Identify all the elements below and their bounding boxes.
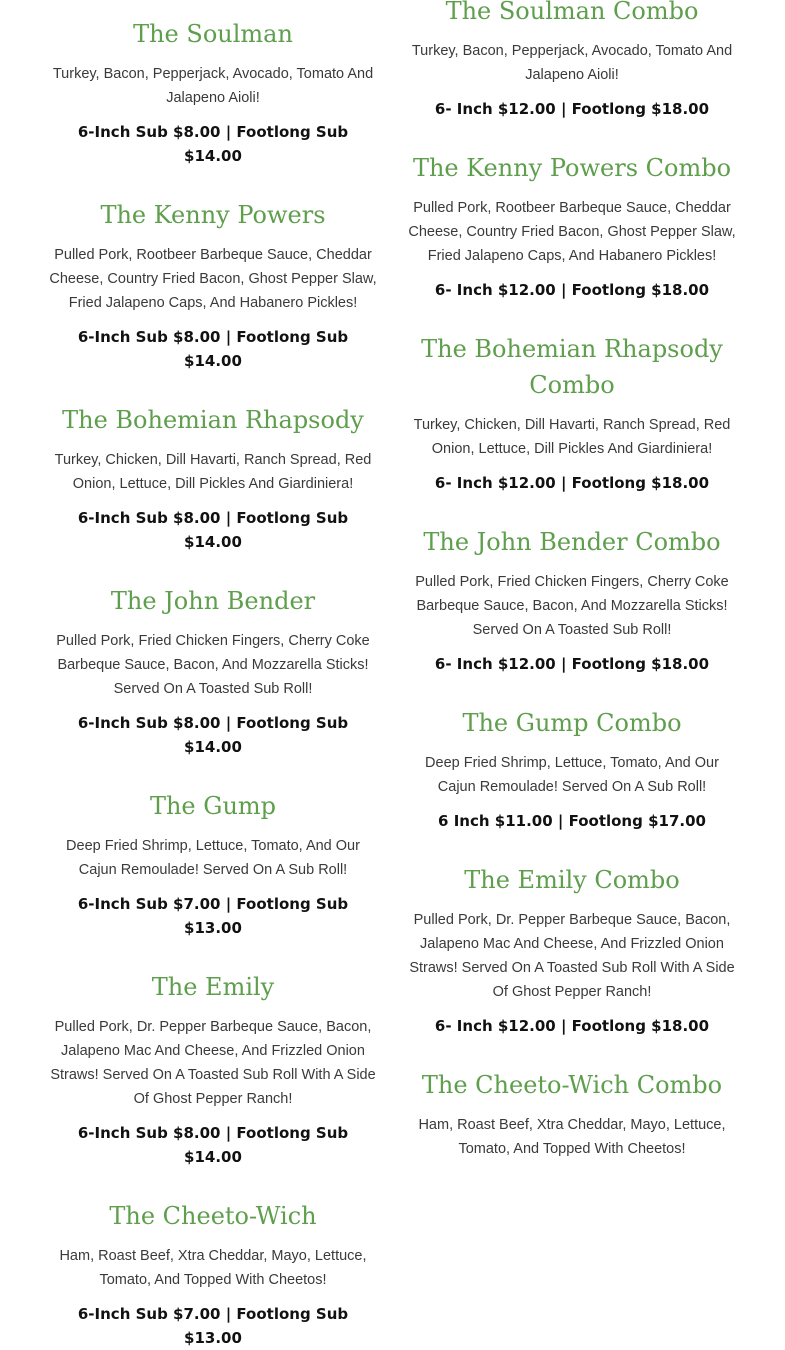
item-name: The John Bender Combo — [423, 528, 721, 556]
item-name: The Kenny Powers — [100, 201, 326, 229]
item-price: 6-Inch Sub $8.00 | Footlong Sub $14.00 — [77, 714, 349, 756]
item-name: The Kenny Powers Combo — [412, 154, 732, 182]
item-description: Turkey, Chicken, Dill Havarti, Ranch Spread, Red Onion, Lettuce, Dill Pickles And Giardiniera! — [413, 417, 731, 457]
item-name: The Soulman — [133, 20, 293, 48]
menu-item-emily-combo — [407, 862, 737, 1038]
menu-item-bohemian-rhapsody — [48, 402, 378, 554]
item-description: Pulled Pork, Fried Chicken Fingers, Cherry Coke Barbeque Sauce, Bacon, And Mozzarella Sticks! Served On A Toasted Sub Roll! — [415, 574, 729, 638]
item-name: The Gump Combo — [462, 709, 682, 737]
menu-item-kenny-powers — [48, 197, 378, 373]
item-description: Turkey, Bacon, Pepperjack, Avocado, Tomato And Jalapeno Aioli! — [411, 43, 733, 83]
item-description: Ham, Roast Beef, Xtra Cheddar, Mayo, Lettuce, Tomato, And Topped With Cheetos! — [59, 1248, 367, 1288]
menu-item-kenny-powers-combo — [407, 150, 737, 302]
item-price: 6- Inch $12.00 | Footlong $18.00 — [434, 281, 710, 299]
item-price: 6- Inch $12.00 | Footlong $18.00 — [434, 1017, 710, 1035]
item-price: 6-Inch Sub $8.00 | Footlong Sub $14.00 — [77, 1124, 349, 1166]
item-name: The John Bender — [110, 587, 316, 615]
item-price: 6- Inch $12.00 | Footlong $18.00 — [434, 655, 710, 673]
item-name: The Soulman Combo — [445, 0, 699, 25]
item-description: Deep Fried Shrimp, Lettuce, Tomato, And Our Cajun Remoulade! Served On A Sub Roll! — [66, 838, 360, 878]
item-price: 6 Inch $11.00 | Footlong $17.00 — [438, 812, 706, 830]
menu-item-soulman — [48, 16, 378, 168]
item-price: 6-Inch Sub $8.00 | Footlong Sub $14.00 — [77, 509, 349, 551]
item-description: Ham, Roast Beef, Xtra Cheddar, Mayo, Lettuce, Tomato, And Topped With Cheetos! — [418, 1117, 726, 1157]
item-price: 6- Inch $12.00 | Footlong $18.00 — [434, 474, 710, 492]
menu-item-cheeto-wich — [48, 1198, 378, 1350]
item-description: Pulled Pork, Dr. Pepper Barbeque Sauce, Bacon, Jalapeno Mac And Cheese, And Frizzled Onion Straws! Served On A Toasted Sub Roll With A Side Of Ghost Pepper Ranch! — [409, 912, 735, 1000]
item-price: 6-Inch Sub $8.00 | Footlong Sub $14.00 — [77, 328, 349, 370]
item-name: The Cheeto-Wich Combo — [421, 1071, 723, 1099]
menu-item-cheeto-wich-combo — [407, 1067, 737, 1161]
item-description: Pulled Pork, Dr. Pepper Barbeque Sauce, Bacon, Jalapeno Mac And Cheese, And Frizzled Onion Straws! Served On A Toasted Sub Roll With A Side Of Ghost Pepper Ranch! — [50, 1019, 376, 1107]
item-name: The Emily Combo — [464, 866, 680, 894]
item-price: 6-Inch Sub $8.00 | Footlong Sub $14.00 — [77, 123, 349, 165]
item-name: The Emily — [151, 973, 275, 1001]
menu-item-john-bender-combo — [407, 524, 737, 676]
item-name: The Gump — [149, 792, 277, 820]
menu-column-subs — [48, 16, 378, 1350]
item-description: Turkey, Bacon, Pepperjack, Avocado, Tomato And Jalapeno Aioli! — [52, 66, 374, 106]
item-description: Pulled Pork, Rootbeer Barbeque Sauce, Cheddar Cheese, Country Fried Bacon, Ghost Pepper Slaw, Fried Jalapeno Caps, And Habanero Pickles! — [408, 200, 736, 264]
item-description: Pulled Pork, Rootbeer Barbeque Sauce, Cheddar Cheese, Country Fried Bacon, Ghost Pepper Slaw, Fried Jalapeno Caps, And Habanero Pickles! — [49, 247, 377, 311]
menu-item-soulman-combo — [407, 0, 737, 121]
menu-item-john-bender — [48, 583, 378, 759]
item-description: Deep Fried Shrimp, Lettuce, Tomato, And Our Cajun Remoulade! Served On A Sub Roll! — [425, 755, 719, 795]
menu-item-gump-combo — [407, 705, 737, 833]
item-price: 6-Inch Sub $7.00 | Footlong Sub $13.00 — [77, 1305, 349, 1347]
item-name: The Bohemian Rhapsody — [62, 406, 364, 434]
menu-item-gump — [48, 788, 378, 940]
menu-item-emily — [48, 969, 378, 1169]
item-description: Turkey, Chicken, Dill Havarti, Ranch Spread, Red Onion, Lettuce, Dill Pickles And Giardiniera! — [54, 452, 372, 492]
item-price: 6-Inch Sub $7.00 | Footlong Sub $13.00 — [77, 895, 349, 937]
item-price: 6- Inch $12.00 | Footlong $18.00 — [434, 100, 710, 118]
item-name: The Cheeto-Wich — [109, 1202, 317, 1230]
menu-item-bohemian-rhapsody-combo — [407, 331, 737, 495]
menu-column-combos — [407, 0, 737, 1171]
item-name: The Bohemian Rhapsody Combo — [421, 335, 723, 399]
item-description: Pulled Pork, Fried Chicken Fingers, Cherry Coke Barbeque Sauce, Bacon, And Mozzarella Sticks! Served On A Toasted Sub Roll! — [56, 633, 370, 697]
